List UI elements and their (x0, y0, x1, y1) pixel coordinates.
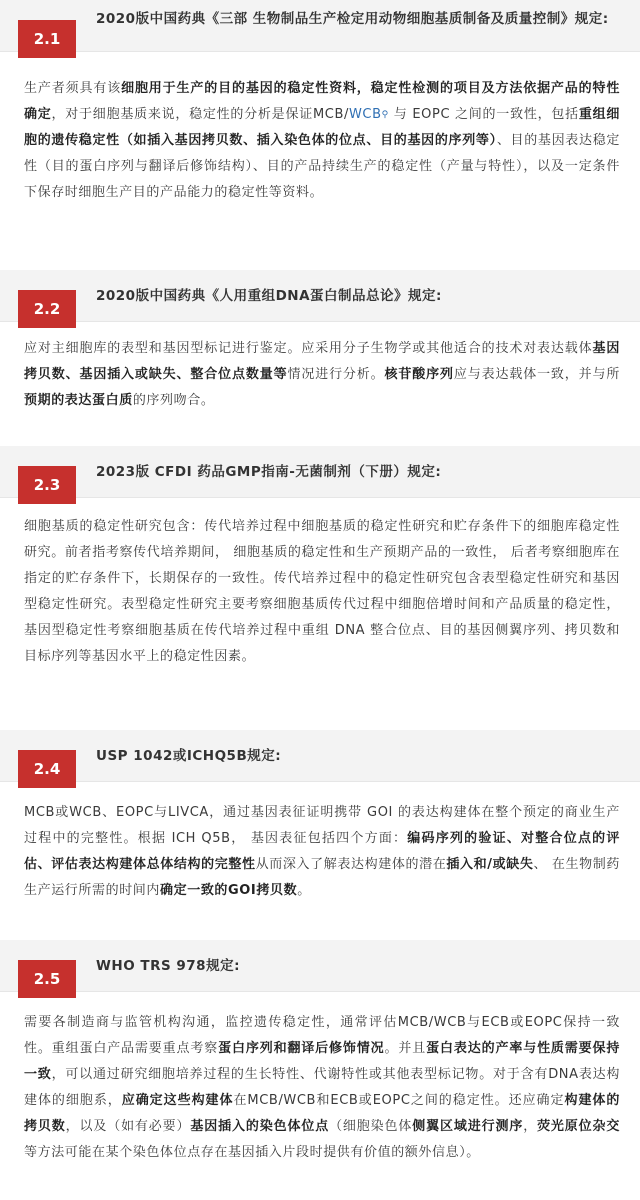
section-body (24, 800, 620, 904)
body-text: 。 (297, 883, 311, 898)
body-text: ，可以通过研究细胞培养过程的生长特性、代谢特性或其他表型标记物。对于含有DNA表达构建体的细胞系， (24, 1067, 621, 1108)
section-number-badge: 2.4 (18, 750, 76, 788)
body-text: 情况进行分析。 (287, 367, 385, 382)
body-text: 、目的基因表达稳定性（目的蛋白序列与翻译后修饰结构）、目的产品持续生产的稳定性（产量与特性），以及一定条件下保存时细胞生产目的产品能力的稳定性等资料。 (24, 133, 620, 200)
section-number-badge: 2.3 (18, 466, 76, 504)
emphasis-text: 基因拷贝数、基因插入或缺失、整合位点数量等 (24, 341, 620, 382)
section-2-2 (0, 270, 640, 408)
section-header (0, 270, 640, 322)
section-body (24, 336, 620, 414)
section-body (24, 514, 620, 670)
body-text: 与 EOPC 之间的一致性，包括 (388, 107, 579, 122)
body-text: 细胞基质的稳定性研究包含：传代培养过程中细胞基质的稳定性研究和贮存条件下的细胞库稳定性研究。前者指考察传代培养期间， 细胞基质的稳定性和生产预期产品的一致性， 后者考察细胞库在指定的贮存条件下，长期保存的一致性。传代培养过程中的稳定性研究包含表型稳定性研究和基因型稳定性研究。表型稳定性研究主要考察细胞基质传代过程中细胞倍增时间和产品质量的稳定性， 基因型稳定性考察细胞基质在传代培养过程中重组 DNA 整合位点、目的基因侧翼序列、拷贝数和目标序列等基因水平上的稳定性因素。 (24, 519, 620, 664)
body-text: 需要各制造商与监管机构沟通，监控遗传稳定性，通常评估MCB/WCB与ECB或EOPC保持一致性。重组蛋白产品需要重点考察 (24, 1015, 620, 1056)
body-text: 、 在生物制药生产运行所需的时间内 (24, 857, 620, 898)
body-text: 等方法可能在某个染色体位点存在基因插入片段时提供有价值的额外信息）。 (24, 1145, 480, 1160)
emphasis-text: 确定一致的GOI拷贝数 (160, 883, 298, 898)
body-text: MCB或WCB、EOPC与LIVCA，通过基因表征证明携带 GOI 的表达构建体在整个预定的商业生产过程中的完整性。根据 ICH Q5B， 基因表征包括四个方面： (24, 805, 620, 846)
emphasis-text: 预期的表达蛋白质 (24, 393, 133, 408)
emphasis-text: 构建体的拷贝数 (24, 1093, 620, 1134)
emphasis-text: 编码序列的验证、对整合位点的评估、评估表达构建体总体结构的完整性 (24, 831, 620, 872)
body-text: ，对于细胞基质来说，稳定性的分析是保证MCB/ (51, 107, 349, 122)
section-title: 2020版中国药典《三部 生物制品生产检定用动物细胞基质制备及质量控制》规定: (96, 11, 609, 27)
section-title: WHO TRS 978规定: (96, 958, 240, 974)
emphasis-text: 蛋白序列和翻译后修饰情况 (218, 1041, 385, 1056)
section-title: 2020版中国药典《人用重组DNA蛋白制品总论》规定: (96, 288, 442, 304)
section-header (0, 730, 640, 782)
section-header (0, 940, 640, 992)
body-text: 生产者须具有该 (24, 81, 122, 96)
section-2-1 (0, 0, 640, 200)
body-text: 应对主细胞库的表型和基因型标记进行鉴定。应采用分子生物学或其他适合的技术对表达载体 (24, 341, 593, 356)
emphasis-text: 细胞用于生产的目的基因的稳定性资料，稳定性检测的项目及方法依据产品的特性确定 (24, 81, 621, 122)
emphasis-text: 核苷酸序列 (384, 367, 454, 382)
section-title: 2023版 CFDI 药品GMP指南-无菌制剂（下册）规定: (96, 464, 442, 480)
emphasis-text: 应确定这些构建体 (121, 1093, 234, 1108)
section-body (24, 1010, 620, 1166)
emphasis-text: 蛋白表达的产率与性质需要保持一致 (24, 1041, 620, 1082)
search-icon[interactable]: ⚲ (381, 110, 389, 120)
section-title: USP 1042或ICHQ5B规定: (96, 748, 282, 764)
section-number-badge: 2.5 (18, 960, 76, 998)
emphasis-text: 侧翼区域进行测序 (412, 1119, 524, 1134)
body-text: 的序列吻合。 (132, 393, 215, 408)
body-text: ，以及（如有必要） (65, 1119, 191, 1134)
section-body (24, 76, 620, 206)
body-text: （细胞染色体 (329, 1119, 413, 1134)
emphasis-text: 基因插入的染色体位点 (190, 1119, 330, 1134)
section-2-5 (0, 940, 640, 1160)
inline-link[interactable]: WCB (348, 107, 382, 122)
section-2-3 (0, 446, 640, 664)
body-text: 从而深入了解表达构建体的潜在 (255, 857, 447, 872)
section-2-4 (0, 730, 640, 898)
section-number-badge: 2.1 (18, 20, 76, 58)
body-text: 。并且 (384, 1041, 427, 1056)
emphasis-text: 荧光原位杂交 (537, 1119, 620, 1134)
body-text: 应与表达载体一致，并与所 (453, 367, 621, 382)
body-text: 在MCB/WCB和ECB或EOPC之间的稳定性。还应确定 (233, 1093, 565, 1108)
section-header (0, 446, 640, 498)
emphasis-text: 插入和/或缺失 (446, 857, 534, 872)
section-header (0, 0, 640, 52)
emphasis-text: 重组细胞的遗传稳定性（如插入基因拷贝数、插入染色体的位点、目的基因的序列等） (24, 107, 620, 148)
body-text: ， (523, 1119, 538, 1134)
section-number-badge: 2.2 (18, 290, 76, 328)
